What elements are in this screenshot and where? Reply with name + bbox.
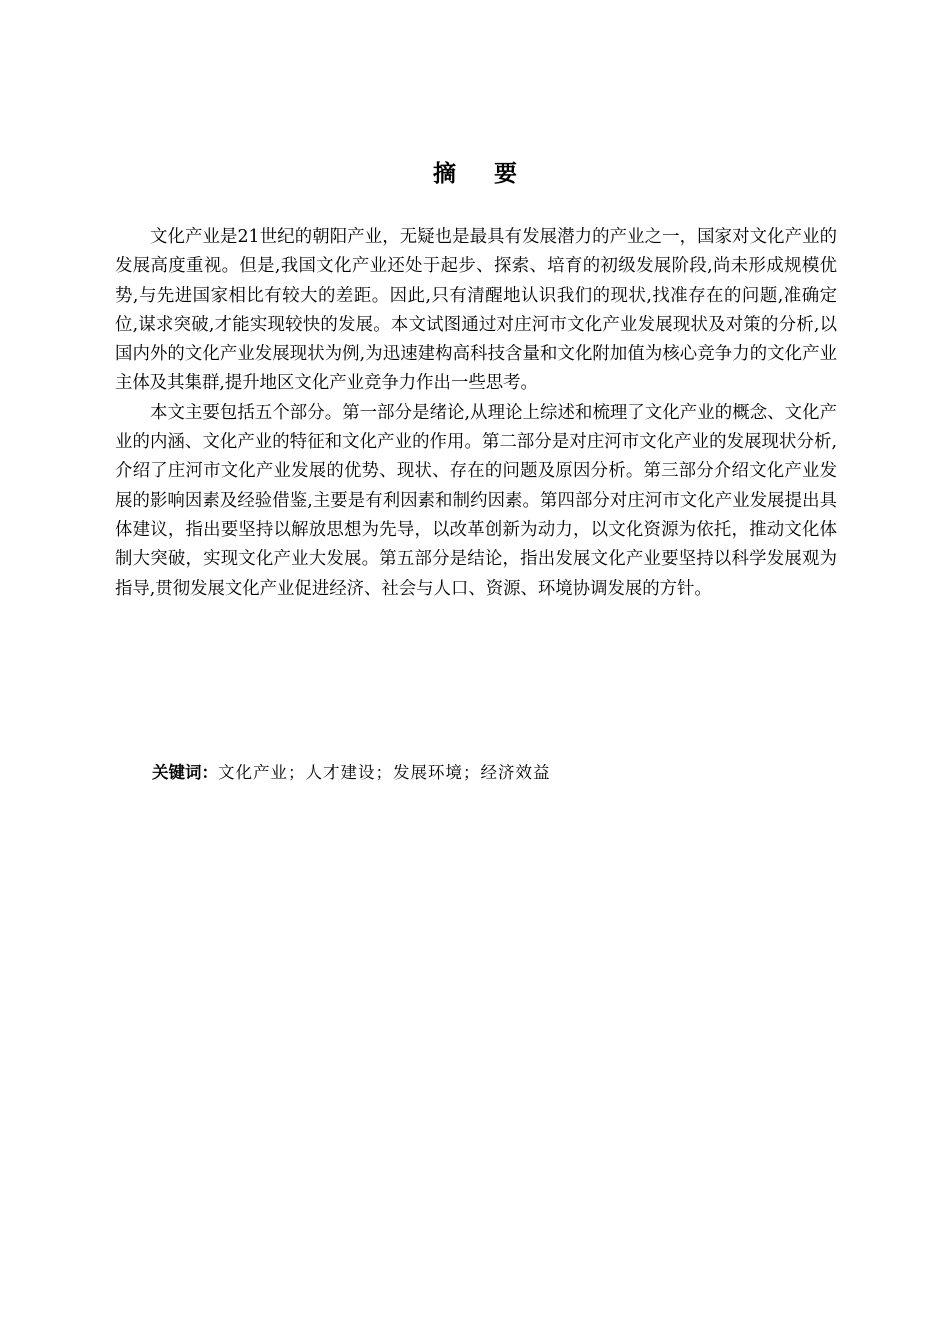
keywords-list: 文化产业；人才建设；发展环境；经济效益: [218, 763, 551, 782]
abstract-paragraph-2: 本文主要包括五个部分。第一部分是绪论,从理论上综述和梳理了文化产业的概念、文化产业的内涵、文化产业的特征和文化产业的作用。第二部分是对庄河市文化产业的发展现状分析,介绍了庄河市文化产业发展的优势、现状、存在的问题及原因分析。第三部分介绍文化产业发展的影响因素及经验借鉴,主要是有利因素和制约因素。第四部分对庄河市文化产业发展提出具体建议，指出要坚持以解放思想为先导，以改革创新为动力，以文化资源为依托，推动文化体制大突破，实现文化产业大发展。第五部分是结论，指出发展文化产业要坚持以科学发展观为指导,贯彻发展文化产业促进经济、社会与人口、资源、环境协调发展的方针。: [115, 402, 837, 599]
keywords-line: [152, 760, 551, 786]
abstract-title: 摘要: [433, 161, 555, 187]
abstract-paragraph-1: 文化产业是21世纪的朝阳产业，无疑也是最具有发展潜力的产业之一，国家对文化产业的发展高度重视。但是,我国文化产业还处于起步、探索、培育的初级发展阶段,尚未形成规模优势,与先进国家相比有较大的差距。因此,只有清醒地认识我们的现状,找准存在的问题,准确定位,谋求突破,才能实现较快的发展。本文试图通过对庄河市文化产业发展现状及对策的分析,以国内外的文化产业发展现状为例,为迅速建构高科技含量和文化附加值为核心竞争力的文化产业主体及其集群,提升地区文化产业竞争力作出一些思考。: [115, 227, 837, 394]
keywords-label: 关键词：: [152, 763, 218, 782]
abstract-body: [115, 223, 837, 604]
